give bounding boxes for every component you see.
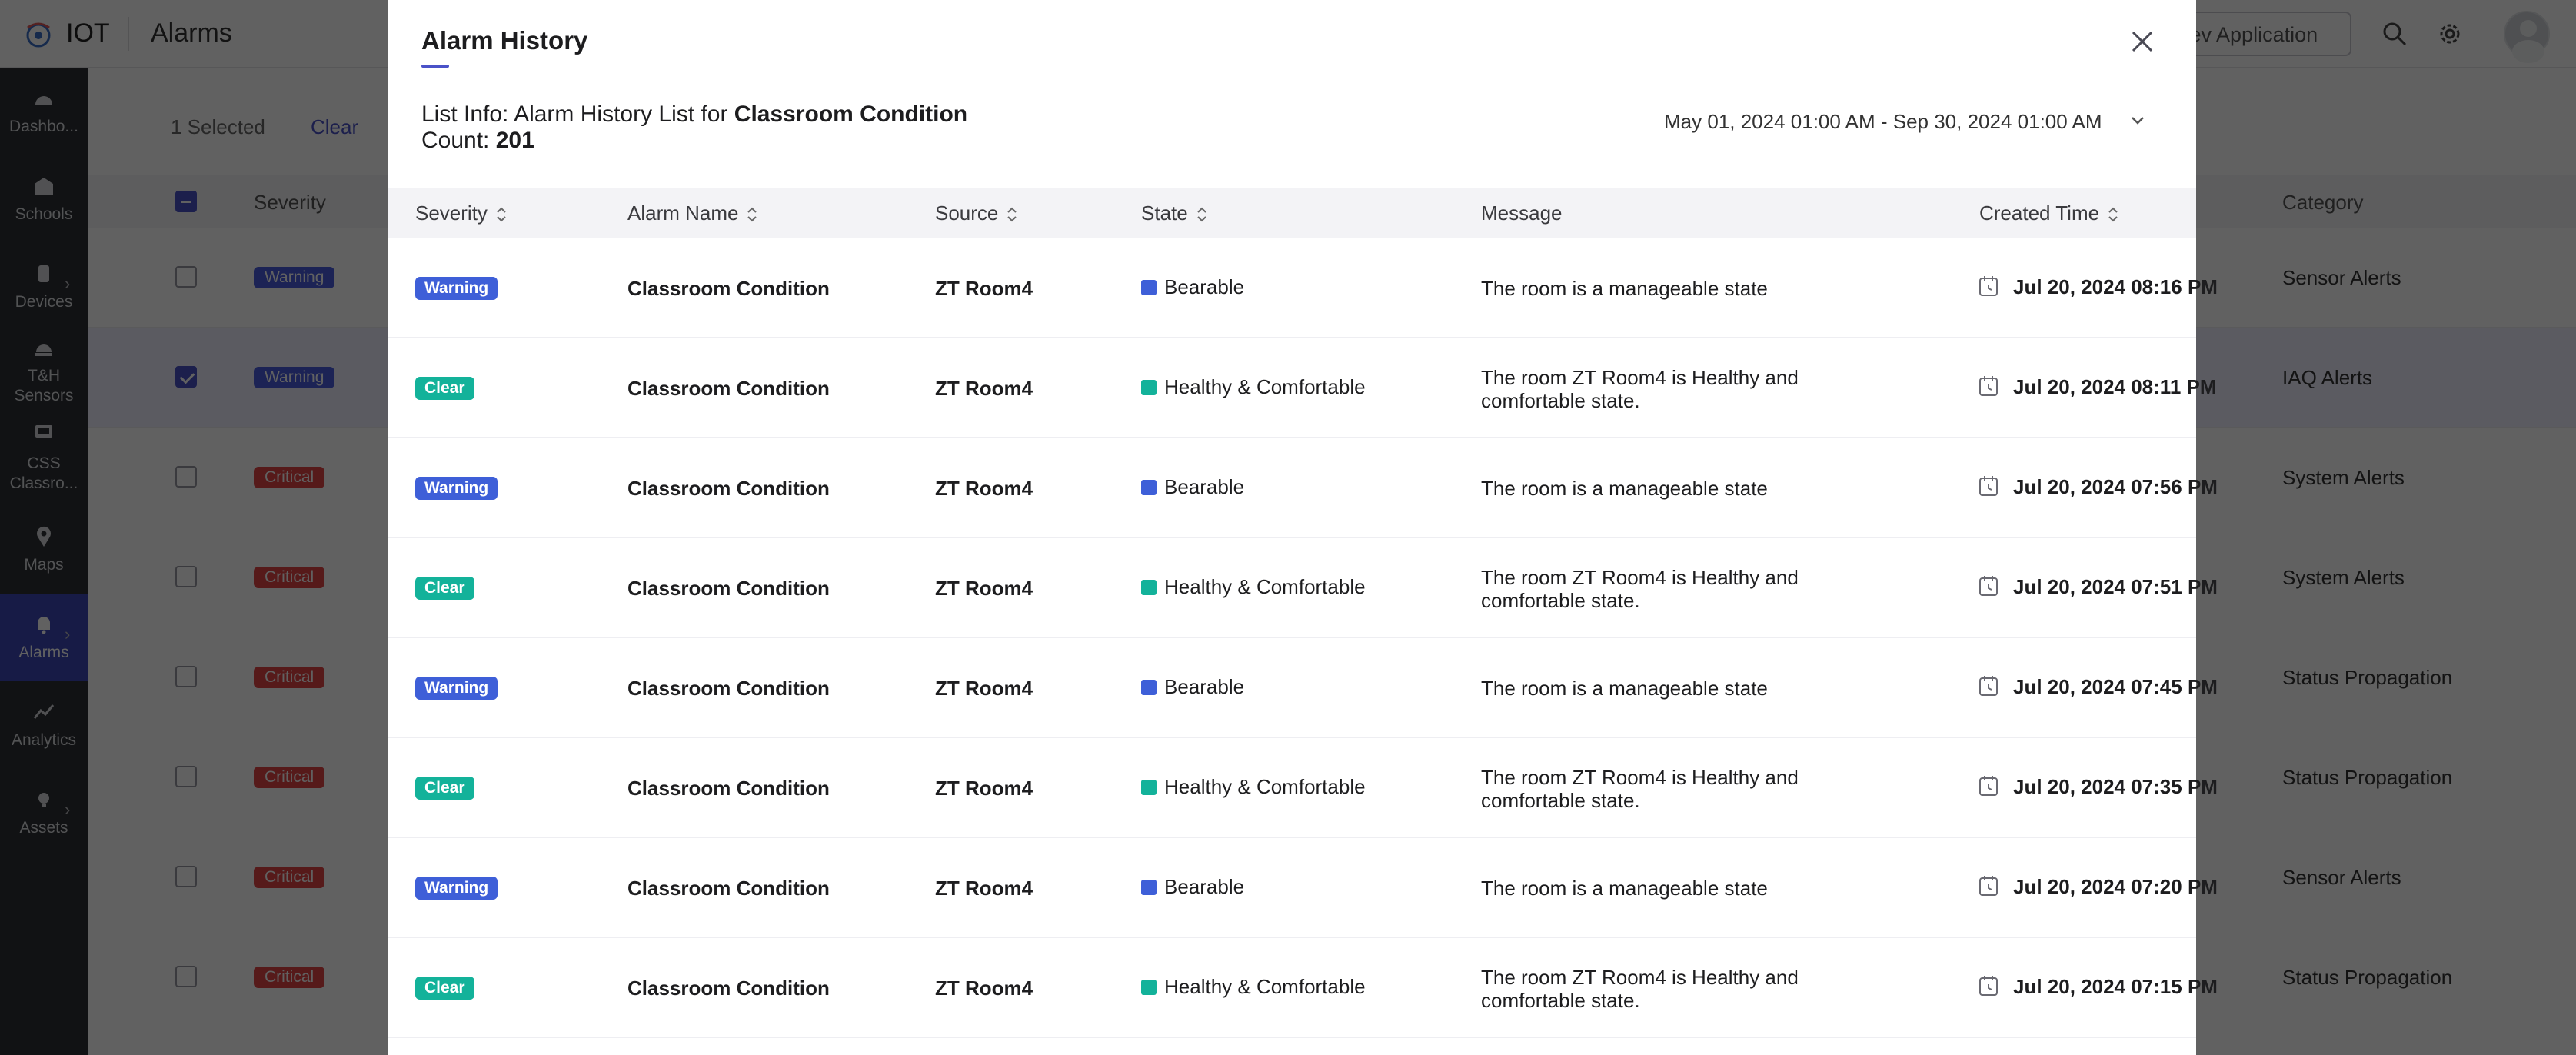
alarm-name-cell: Classroom Condition (627, 777, 830, 800)
severity-badge: Warning (415, 677, 498, 700)
calendar-icon (1978, 674, 1999, 697)
column-header-created-time[interactable]: Created Time (1979, 201, 2119, 225)
calendar-icon (1978, 874, 1999, 897)
state-color-swatch (1141, 580, 1157, 595)
calendar-icon (1978, 974, 1999, 997)
source-cell[interactable]: ZT Room4 (935, 977, 1033, 1000)
table-row[interactable] (388, 338, 2217, 438)
list-info-prefix: List Info: Alarm History List for (421, 102, 734, 127)
state-cell: Bearable (1141, 875, 1244, 899)
source-cell[interactable]: ZT Room4 (935, 377, 1033, 400)
sort-icon[interactable] (495, 205, 508, 224)
table-header (388, 188, 2196, 238)
alarm-name-cell: Classroom Condition (627, 677, 830, 700)
list-info-alarm-name: Classroom Condition (734, 102, 968, 127)
state-cell: Healthy & Comfortable (1141, 375, 1366, 399)
state-color-swatch (1141, 680, 1157, 695)
column-header-state[interactable]: State (1141, 201, 1208, 225)
column-header-source[interactable]: Source (935, 201, 1018, 225)
state-color-swatch (1141, 980, 1157, 995)
created-time-cell: Jul 20, 2024 07:20 PM (2013, 875, 2218, 898)
list-info (421, 102, 967, 128)
created-time-cell: Jul 20, 2024 08:11 PM (2013, 375, 2217, 398)
table-row[interactable] (388, 738, 2218, 838)
table-row[interactable] (388, 538, 2218, 638)
sort-icon[interactable] (746, 205, 758, 224)
state-cell: Bearable (1141, 475, 1244, 499)
sort-icon[interactable] (2107, 205, 2119, 224)
message-cell: The room ZT Room4 is Healthy and comfortable state. (1481, 966, 1799, 1012)
column-header-message: Message (1481, 201, 1563, 225)
state-cell: Healthy & Comfortable (1141, 975, 1366, 999)
source-cell[interactable]: ZT Room4 (935, 877, 1033, 900)
calendar-icon (1978, 774, 1999, 797)
alarm-name-cell: Classroom Condition (627, 977, 830, 1000)
message-cell: The room is a manageable state (1481, 277, 1768, 300)
calendar-icon (1978, 275, 1999, 298)
created-time-cell: Jul 20, 2024 07:15 PM (2013, 975, 2218, 998)
source-cell[interactable]: ZT Room4 (935, 777, 1033, 800)
source-cell[interactable]: ZT Room4 (935, 677, 1033, 700)
severity-badge: Warning (415, 277, 498, 300)
table-row[interactable] (388, 838, 2218, 938)
source-cell[interactable]: ZT Room4 (935, 477, 1033, 500)
sort-icon[interactable] (1196, 205, 1208, 224)
source-cell[interactable]: ZT Room4 (935, 277, 1033, 300)
table-row[interactable] (388, 938, 2218, 1038)
state-color-swatch (1141, 380, 1157, 395)
state-cell: Healthy & Comfortable (1141, 775, 1366, 799)
state-cell: Bearable (1141, 675, 1244, 699)
calendar-icon (1978, 574, 1999, 597)
alarm-name-cell: Classroom Condition (627, 277, 830, 300)
alarm-name-cell: Classroom Condition (627, 877, 830, 900)
state-color-swatch (1141, 480, 1157, 495)
message-cell: The room ZT Room4 is Healthy and comfortable state. (1481, 566, 1799, 612)
close-icon[interactable] (2127, 26, 2158, 57)
created-time-cell: Jul 20, 2024 07:45 PM (2013, 675, 2218, 698)
severity-badge: Warning (415, 877, 498, 900)
severity-badge: Warning (415, 477, 498, 500)
message-cell: The room ZT Room4 is Healthy and comfortable state. (1481, 766, 1799, 812)
title-underline (421, 65, 449, 68)
severity-badge: Clear (415, 977, 474, 1000)
state-color-swatch (1141, 280, 1157, 295)
count-label: Count: (421, 128, 496, 153)
message-cell: The room is a manageable state (1481, 477, 1768, 500)
message-cell: The room is a manageable state (1481, 677, 1768, 700)
calendar-icon (1978, 474, 1999, 498)
alarm-name-cell: Classroom Condition (627, 477, 830, 500)
alarm-name-cell: Classroom Condition (627, 577, 830, 600)
state-cell: Healthy & Comfortable (1141, 575, 1366, 599)
message-cell: The room ZT Room4 is Healthy and comfortable state. (1481, 366, 1799, 412)
sort-icon[interactable] (1006, 205, 1018, 224)
message-cell: The room is a manageable state (1481, 877, 1768, 900)
state-color-swatch (1141, 780, 1157, 795)
column-header-severity[interactable]: Severity (415, 201, 508, 225)
created-time-cell: Jul 20, 2024 07:51 PM (2013, 575, 2218, 598)
created-time-cell: Jul 20, 2024 07:56 PM (2013, 475, 2218, 498)
column-header-alarm-name[interactable]: Alarm Name (627, 201, 758, 225)
dialog-title: Alarm History (421, 26, 588, 55)
count-line (421, 128, 534, 154)
alarm-history-dialog (388, 0, 2218, 1055)
calendar-icon (1978, 374, 1999, 398)
table-row[interactable] (388, 438, 2218, 538)
table-row[interactable] (388, 238, 2218, 338)
state-cell: Bearable (1141, 275, 1244, 299)
table-row[interactable] (388, 638, 2218, 738)
source-cell[interactable]: ZT Room4 (935, 577, 1033, 600)
chevron-down-icon[interactable] (2130, 115, 2145, 126)
date-range-picker[interactable]: May 01, 2024 01:00 AM - Sep 30, 2024 01:00 AM (1664, 110, 2102, 133)
created-time-cell: Jul 20, 2024 07:35 PM (2013, 775, 2218, 798)
created-time-cell: Jul 20, 2024 08:16 PM (2013, 275, 2218, 298)
state-color-swatch (1141, 880, 1157, 895)
severity-badge: Clear (415, 577, 474, 600)
alarm-name-cell: Classroom Condition (627, 377, 830, 400)
severity-badge: Clear (415, 777, 474, 800)
severity-badge: Clear (415, 377, 474, 400)
count-value: 201 (495, 128, 534, 153)
